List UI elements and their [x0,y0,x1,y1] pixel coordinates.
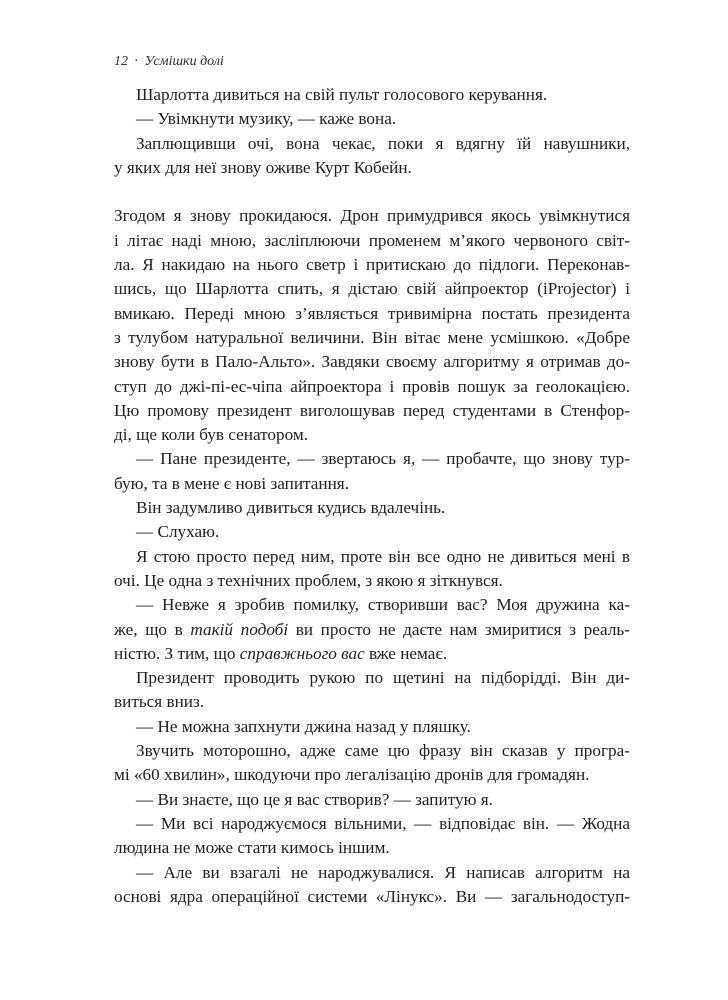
text-run: ністю. З тим, що [114,643,240,663]
text-line: мі «60 хвилин», шкодуючи про легалізацію дронів для громадян. [114,765,590,785]
text-line: — Невже я зробив помилку, створивши вас? Моя дружина ка- [136,595,630,615]
text-line: — Увімкнути музику, — каже вона. [136,109,397,129]
text-line: очі. Це одна з технічних проблем, з якою я зіткнувся. [114,570,503,590]
text-line: вмикаю. Переді мною з’являється тривимірна постать президента [114,303,630,323]
text-line: шись, що Шарлотта спить, я дістаю свій айпроектор (iProjector) і [114,279,630,299]
text-line: основі ядра операційної системи «Лінукс». Ви — загальнодоступ- [114,886,630,906]
text-line: — Пане президенте, — звертаюсь я, — пробачте, що знову тур- [136,449,630,469]
text-line: — Не можна запхнути джина назад у пляшку. [136,716,471,736]
text-line: — Ви знаєте, що це я вас створив? — запитую я. [136,789,493,809]
text-line: Заплющивши очі, вона чекає, поки я вдягну їй навушники, [136,133,630,153]
text-line: і літає наді мною, засліплюючи променем м’якого червоного світ- [114,230,630,250]
text-line [114,642,630,666]
text-line: бую, та в мене є нові запитання. [114,473,349,493]
text-line: у яких для неї знову оживе Курт Кобейн. [114,157,412,177]
text-line: Цю промову президент виголошував перед студентами в Стенфор- [114,400,630,420]
text-run: вже немає. [364,643,448,663]
text-line: ді, ще коли був сенатором. [114,425,309,445]
text-line [114,618,630,642]
text-line: людина не може стати кимось іншим. [114,838,390,858]
text-line: виться вниз. [114,692,205,712]
text-line: Я стою просто перед ним, проте він все одно не дивиться мені в [136,546,630,566]
text-line: знову бути в Пало-Альто». Завдяки своєму алгоритму я отримав до- [114,352,630,372]
text-line: ла. Я накидаю на нього светр і притискаю до підлоги. Переконав- [114,255,630,275]
section-break [114,180,630,204]
text-line: — Ми всі народжуємося вільними, — відповідає він. — Жодна [136,813,630,833]
book-title: Усмішки долі [144,54,224,69]
text-line: Шарлотта дивиться на свій пульт голосового керування. [136,85,548,104]
page-number: 12 [114,54,128,69]
body-text [114,83,630,909]
text-run: ви просто не даєте нам змиритися з реаль- [288,619,630,639]
running-head [114,54,224,70]
text-line: Президент проводить рукою по щетині на підборідді. Він ди- [136,668,630,688]
text-run: же, що в [114,619,191,639]
text-line: Згодом я знову прокидаюся. Дрон примудрився якось увімкнутися [114,206,630,226]
text-line: — Але ви взагалі не народжувалися. Я написав алгоритм на [136,862,630,882]
text-line: ступ до джі-пі-ес-чіпа айпроектора і провів пошук за геолокацією. [114,376,630,396]
italic-phrase: справжнього вас [239,643,365,663]
header-separator: · [134,54,139,69]
text-line: з тулубом натуральної величини. Він вітає мене усмішкою. «Добре [114,327,630,347]
text-line: — Слухаю. [136,522,220,542]
text-line: Він задумливо дивиться кудись вдалечінь. [136,498,446,518]
italic-phrase: такій подобі [190,619,289,639]
text-line: Звучить моторошно, адже саме цю фразу він сказав у програ- [136,741,630,761]
